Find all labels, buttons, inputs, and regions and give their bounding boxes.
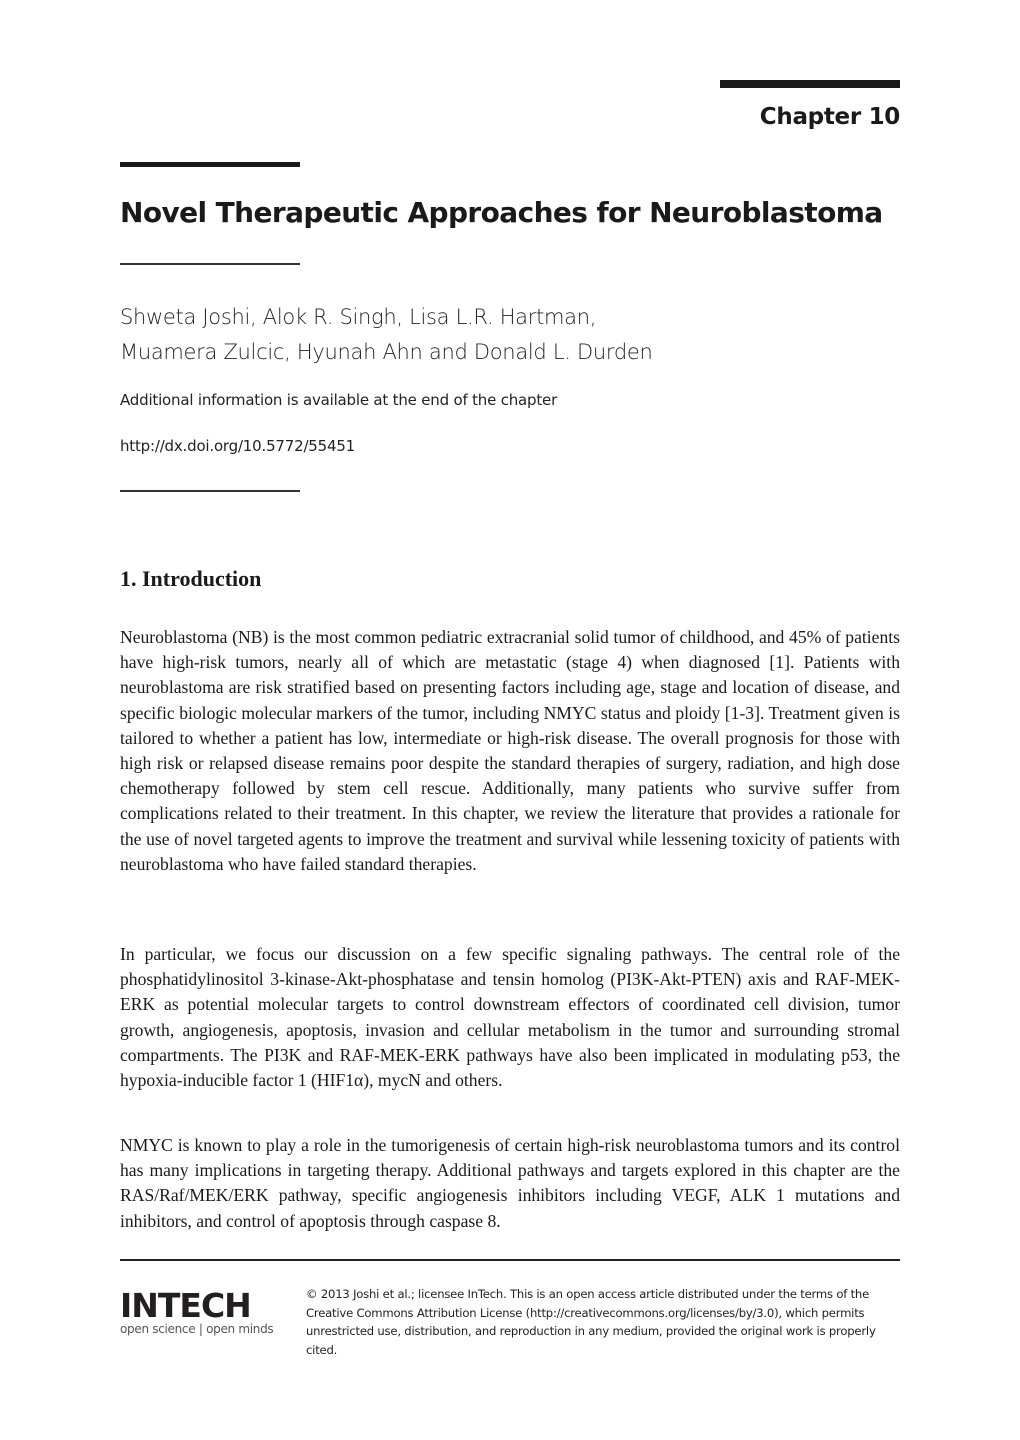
paragraph-1: Neuroblastoma (NB) is the most common pediatric extracranial solid tumor of childhood, and 45% of patients have high-risk tumors, nearly all of which are metastatic (stage 4) when diagnosed [1]. Patients with neuroblastoma are risk stratified based on presenting factors including age, stage and location of disease, and specific biologic molecular markers of the tumor, including NMYC status and ploidy [1-3]. Treatment given is tailored to whether a patient has low, intermediate or high-risk disease. The overall prognosis for those with high risk or relapsed disease remains poor despite the standard therapies of surgery, radiation, and high dose chemotherapy followed by stem cell rescue. Additionally, many patients who survive suffer from complications related to their treatment. In this chapter, we review the literature that provides a rationale for the use of novel targeted agents to improve the treatment and survival while lessening toxicity of patients with neuroblastoma who have failed standard therapies.: [120, 627, 900, 874]
author-line-2: Muamera Zulcic, Hyunah Ahn and Donald L. Durden: [120, 340, 653, 364]
title-top-rule: [120, 162, 300, 167]
publisher-tagline: open science | open minds: [120, 1322, 274, 1336]
title-bottom-rule: [120, 263, 300, 265]
additional-info-note: Additional information is available at the end of the chapter: [120, 391, 558, 409]
chapter-bar-decoration: [720, 80, 900, 88]
license-notice: © 2013 Joshi et al.; licensee InTech. This is an open access article distributed under the terms of the Creative Commons Attribution License (http://creativecommons.org/licenses/by/3.0), which permits unrestricted use, distribution, and reproduction in any medium, provided the original work is properly cited.: [306, 1287, 876, 1357]
doi-link[interactable]: http://dx.doi.org/10.5772/55451: [120, 437, 356, 455]
publisher-logo: INTECH: [120, 1286, 251, 1325]
header-end-rule: [120, 490, 300, 492]
section-heading: 1. Introduction: [120, 566, 262, 591]
paragraph-3: NMYC is known to play a role in the tumorigenesis of certain high-risk neuroblastoma tumors and its control has many implications in targeting therapy. Additional pathways and targets explored in this chapter are the RAS/Raf/MEK/ERK pathway, specific angiogenesis inhibitors including VEGF, ALK 1 mutations and inhibitors, and control of apoptosis through caspase 8.: [120, 1135, 900, 1231]
chapter-label: Chapter 10: [759, 104, 900, 130]
paragraph-2: In particular, we focus our discussion on a few specific signaling pathways. The central role of the phosphatidylinositol 3-kinase-Akt-phosphatase and tensin homolog (PI3K-Akt-PTEN) axis and RAF-MEK-ERK as potential molecular targets to control downstream effectors of coordinated cell division, tumor growth, angiogenesis, apoptosis, invasion and cellular metabolism in the tumor and surrounding stromal compartments. The PI3K and RAF-MEK-ERK pathways have also been implicated in modulating p53, the hypoxia-inducible factor 1 (HIF1α), mycN and others.: [120, 944, 900, 1091]
footer-rule: [120, 1259, 900, 1261]
page-title: Novel Therapeutic Approaches for Neuroblastoma: [120, 196, 883, 229]
author-line-1: Shweta Joshi, Alok R. Singh, Lisa L.R. Hartman,: [120, 305, 597, 329]
author-list: [120, 300, 653, 370]
